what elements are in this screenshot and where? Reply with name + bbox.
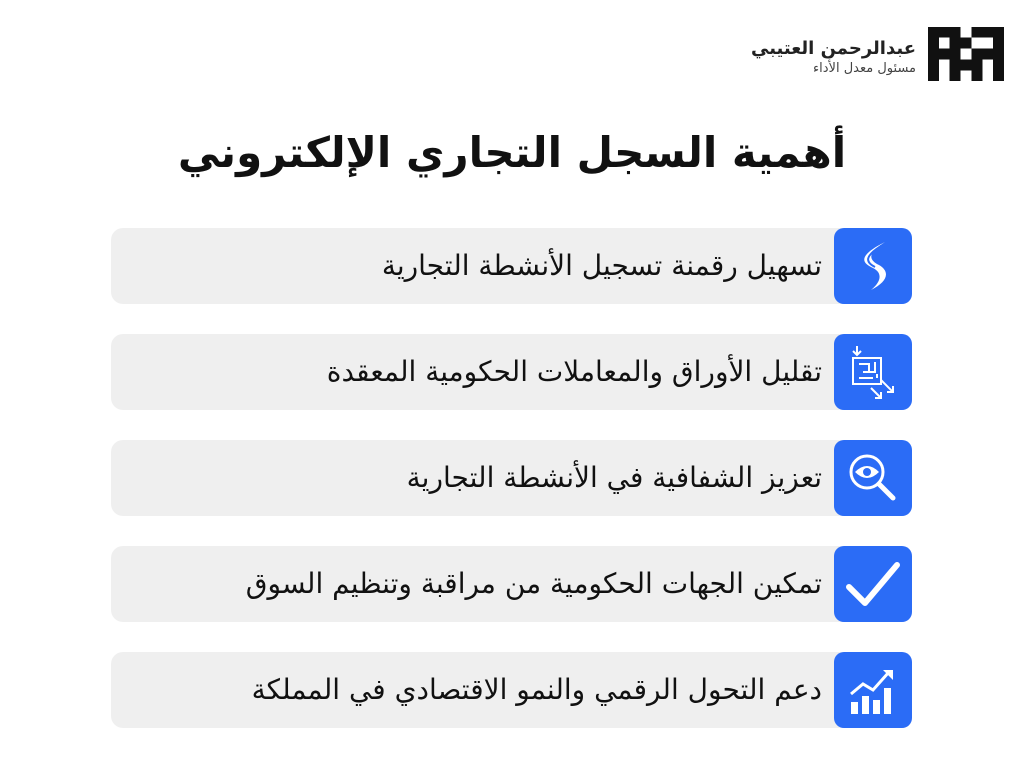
- item-label: تسهيل رقمنة تسجيل الأنشطة التجارية: [381, 249, 822, 282]
- growth-chart-icon: [834, 652, 912, 728]
- brand-name: عبدالرحمن العتيبي: [750, 38, 916, 59]
- list-item: [111, 440, 912, 516]
- checkmark-icon: [834, 546, 912, 622]
- list-item: [111, 228, 912, 304]
- list-item: [111, 546, 912, 622]
- ribbon-s-icon: [834, 228, 912, 304]
- eye-magnifier-icon: [834, 440, 912, 516]
- logo-mark-icon: [928, 26, 1004, 82]
- page-title: أهمية السجل التجاري الإلكتروني: [177, 128, 847, 177]
- item-label: دعم التحول الرقمي والنمو الاقتصادي في المملكة: [251, 673, 822, 706]
- item-label: تمكين الجهات الحكومية من مراقبة وتنظيم السوق: [245, 567, 822, 600]
- item-label: تقليل الأوراق والمعاملات الحكومية المعقدة: [326, 355, 822, 388]
- list-item: [111, 652, 912, 728]
- brand-role: مسئول معدل الأداء: [813, 61, 916, 76]
- item-label: تعزيز الشفافية في الأنشطة التجارية: [406, 461, 822, 494]
- maze-arrows-icon: [834, 334, 912, 410]
- brand: [751, 38, 916, 78]
- list-item: [111, 334, 912, 410]
